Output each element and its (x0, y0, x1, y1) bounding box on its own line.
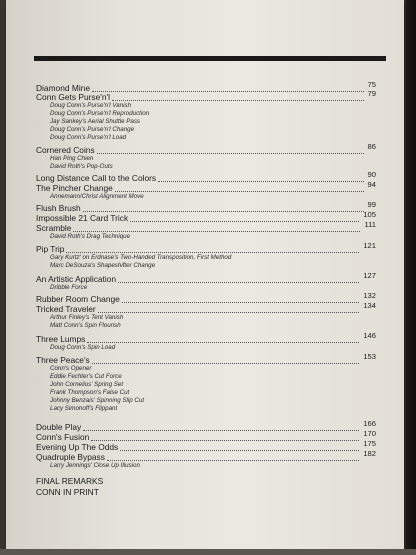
sub-entry: Lacy Simonoff's Flippant (50, 405, 118, 412)
toc-entry (36, 419, 376, 432)
entry-title: Flush Brush (36, 203, 81, 213)
dot-leader (98, 312, 359, 313)
dot-leader (91, 440, 359, 441)
dot-leader (118, 282, 359, 283)
sub-entry: Dribble Force (50, 284, 88, 291)
sub-entry: Marc DeSouza's Shapeshifter Change (50, 262, 156, 269)
toc-entry (36, 241, 376, 254)
sub-entry: Arthur Finley's Tent Vanish (50, 314, 124, 321)
page-number: 79 (367, 89, 376, 98)
page-number: 134 (363, 301, 376, 310)
sub-entry: Doug Conn's Purse'n'l Change (50, 126, 135, 133)
toc-entry (36, 180, 376, 193)
toc-entry (36, 352, 376, 365)
toc-entry (36, 439, 376, 452)
entry-title: Double Play (36, 422, 82, 432)
dot-leader (122, 302, 359, 303)
sub-entry: Eddie Fechter's Cut Force (50, 373, 122, 380)
toc-entry (36, 170, 376, 183)
sub-entry: Doug Conn's Purse'n'l Vanish (50, 102, 132, 109)
page-number: 121 (363, 241, 376, 250)
page-number: 111 (364, 220, 376, 229)
sub-entry: Larry Jennings' Close Up Illusion (50, 462, 140, 469)
entry-title: Impossible 21 Card Trick (36, 213, 129, 223)
toc-entry (36, 429, 376, 442)
toc-entry (36, 200, 376, 213)
sub-entry: David Roth's Pop-Outs (50, 163, 113, 170)
sub-entry: Annemann/Christ Alignment Move (50, 193, 144, 200)
dot-leader (83, 211, 364, 212)
entry-title: Scramble (36, 223, 72, 233)
page-number: 132 (363, 291, 376, 300)
sub-entry: Han Ping Chien (50, 155, 94, 162)
table-surface (0, 549, 416, 555)
sub-entry: Matt Conn's Spin Flourish (50, 322, 121, 329)
entry-title: Cornered Coins (36, 145, 95, 155)
sub-entry: Doug Conn's Purse'n'l Reproduction (50, 110, 150, 117)
page-number: 166 (363, 419, 376, 428)
dot-leader (66, 252, 359, 253)
entry-title: Three Peace's (36, 355, 90, 365)
entry-title: An Artistic Application (36, 274, 117, 284)
entry-title: Rubber Room Change (36, 294, 120, 304)
sub-entry: Johnny Benzais' Spinning Slip Cut (50, 397, 145, 404)
dot-leader (120, 450, 359, 451)
page-number: 94 (367, 180, 376, 189)
entry-title: The Pincher Change (36, 183, 113, 193)
page-number: 146 (363, 331, 376, 340)
page-number: 175 (363, 439, 376, 448)
sub-entry: David Roth's Drag Technique (50, 233, 131, 240)
entry-title: Diamond Mine (36, 83, 90, 93)
sub-entry: Gary Kurtz' on Erdnase's Two-Handed Transposition, First Method (50, 254, 232, 261)
final-remarks: FINAL REMARKS (36, 476, 104, 486)
dot-leader (107, 460, 359, 461)
toc-entry (36, 220, 376, 233)
toc-entry (36, 210, 376, 223)
toc-entry (36, 331, 376, 344)
entry-title: Tricked Traveler (36, 304, 96, 314)
dot-leader (83, 430, 359, 431)
conn-in-print: CONN IN PRINT (36, 487, 99, 497)
page-number: 75 (367, 80, 376, 89)
entry-title: Conn Gets Purse'n'l (36, 92, 110, 102)
page-number: 105 (363, 210, 376, 219)
sub-entry: John Cornelius' Spring Set (50, 381, 124, 388)
entry-title: Three Lumps (36, 334, 86, 344)
dot-leader (87, 342, 359, 343)
entry-title: Quadruple Bypass (36, 452, 105, 462)
dot-leader (130, 221, 359, 222)
page-number: 170 (363, 429, 376, 438)
entry-title: Evening Up The Odds (36, 442, 119, 452)
entry-title: Long Distance Call to the Colors (36, 173, 157, 183)
dot-leader (112, 100, 364, 101)
dot-leader (73, 231, 360, 232)
sub-entry: Jay Sankey's Aerial Shuttle Pass (50, 118, 141, 125)
toc-entry (36, 291, 376, 304)
sub-entry: Frank Thompson's False Cut (50, 389, 130, 396)
toc-entry (36, 142, 376, 155)
dot-leader (97, 153, 364, 154)
sub-entry: Conn's Opener (50, 365, 92, 372)
sub-entry: Doug Conn's Purse'n'l Load (50, 134, 127, 141)
dot-leader (92, 363, 359, 364)
toc-entry (36, 271, 376, 284)
page-number: 153 (363, 352, 376, 361)
sub-entry: Doug Conn's Spin Load (50, 344, 116, 351)
book-edge (406, 0, 416, 555)
toc-entry (36, 449, 376, 462)
page-number: 182 (363, 449, 376, 458)
entry-title: Pip Trip (36, 244, 65, 254)
toc-entry (36, 89, 376, 102)
header-rule (34, 56, 386, 61)
page-number: 86 (367, 142, 376, 151)
page-number: 90 (367, 170, 376, 179)
dot-leader (158, 181, 364, 182)
page-number: 127 (363, 271, 376, 280)
entry-title: Conn's Fusion (36, 432, 90, 442)
page-number: 99 (367, 200, 376, 209)
dot-leader (115, 191, 364, 192)
toc-entry (36, 301, 376, 314)
